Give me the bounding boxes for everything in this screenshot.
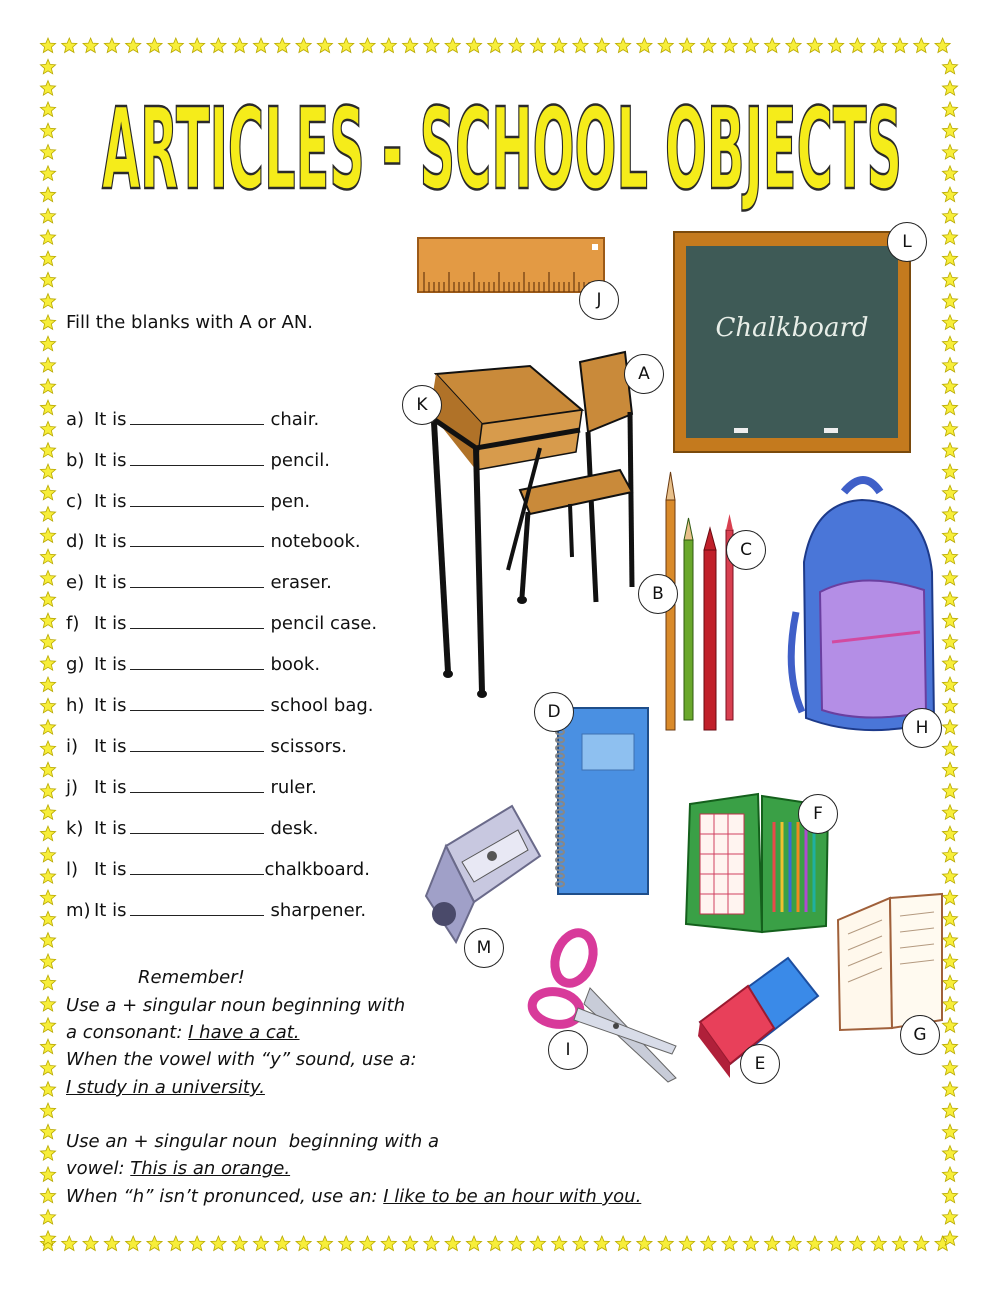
border-star xyxy=(871,38,886,53)
border-star xyxy=(403,38,418,53)
page-title xyxy=(92,84,912,215)
border-star xyxy=(722,38,737,53)
border-star xyxy=(147,38,162,53)
border-star xyxy=(168,38,183,53)
border-star xyxy=(40,400,55,415)
border-star xyxy=(83,1236,98,1251)
rule-line-7: When “h” isn’t pronunced, use an: I like to be an hour with you. xyxy=(66,1186,642,1207)
border-star xyxy=(40,358,55,373)
border-star xyxy=(40,1167,55,1182)
border-star xyxy=(488,38,503,53)
border-star xyxy=(296,38,311,53)
border-star xyxy=(616,38,631,53)
border-star xyxy=(360,38,375,53)
label-A: A xyxy=(624,354,664,394)
border-star xyxy=(679,1236,694,1251)
border-star xyxy=(168,1236,183,1251)
border-star xyxy=(466,1236,481,1251)
question-f: f) It is pencil case. xyxy=(66,613,378,634)
border-star xyxy=(40,1124,55,1139)
border-star xyxy=(381,1236,396,1251)
border-star xyxy=(942,379,957,394)
border-star xyxy=(232,38,247,53)
border-star xyxy=(40,1188,55,1203)
border-star xyxy=(317,1236,332,1251)
border-star xyxy=(40,59,55,74)
remember-heading: Remember! xyxy=(138,967,245,988)
border-star xyxy=(701,38,716,53)
border-star xyxy=(40,272,55,287)
border-star xyxy=(40,1210,55,1225)
answer-blank[interactable] xyxy=(130,860,264,875)
answer-blank[interactable] xyxy=(130,778,264,793)
chalkboard-text: Chalkboard xyxy=(715,313,869,343)
answer-blank[interactable] xyxy=(130,532,264,547)
border-star xyxy=(40,464,55,479)
border-star xyxy=(40,166,55,181)
answer-blank[interactable] xyxy=(130,614,264,629)
border-star xyxy=(317,38,332,53)
border-star xyxy=(942,1210,957,1225)
border-star xyxy=(942,613,957,628)
border-star xyxy=(211,1236,226,1251)
rule-line-4 xyxy=(66,1076,265,1100)
border-star xyxy=(573,38,588,53)
border-star xyxy=(552,38,567,53)
border-star xyxy=(40,1103,55,1118)
border-star xyxy=(40,975,55,990)
border-star xyxy=(40,762,55,777)
border-star xyxy=(40,677,55,692)
border-star xyxy=(40,123,55,138)
border-star xyxy=(83,38,98,53)
border-star xyxy=(942,1060,957,1075)
border-star xyxy=(40,421,55,436)
border-star xyxy=(40,933,55,948)
answer-blank[interactable] xyxy=(130,819,264,834)
border-star xyxy=(211,38,226,53)
border-star xyxy=(942,571,957,586)
border-star xyxy=(190,38,205,53)
question-c: c) It is pen. xyxy=(66,491,311,512)
border-star xyxy=(40,102,55,117)
border-star xyxy=(942,1103,957,1118)
border-star xyxy=(232,1236,247,1251)
label-D: D xyxy=(534,692,574,732)
label-L: L xyxy=(887,222,927,262)
border-star xyxy=(850,1236,865,1251)
border-star xyxy=(807,38,822,53)
border-star xyxy=(942,1188,957,1203)
border-star xyxy=(552,1236,567,1251)
border-star xyxy=(40,911,55,926)
border-star xyxy=(871,1236,886,1251)
label-E: E xyxy=(740,1044,780,1084)
border-star xyxy=(339,38,354,53)
border-star xyxy=(942,421,957,436)
border-star xyxy=(40,208,55,223)
border-star xyxy=(40,507,55,521)
border-star xyxy=(594,38,609,53)
border-star xyxy=(935,38,950,53)
rule-line-1: Use a + singular noun beginning with xyxy=(66,995,406,1016)
border-star xyxy=(942,485,957,500)
border-star xyxy=(466,38,481,53)
border-star xyxy=(658,38,673,53)
border-star xyxy=(530,38,545,53)
question-g: g) It is book. xyxy=(66,654,321,675)
border-star xyxy=(62,1236,77,1251)
border-star xyxy=(786,1236,801,1251)
border-star xyxy=(942,208,957,223)
border-star xyxy=(40,251,55,266)
question-h: h) It is school bag. xyxy=(66,695,374,716)
rule-line-5: Use an + singular noun beginning with a xyxy=(66,1131,440,1152)
border-star xyxy=(253,1236,268,1251)
rule-line-3: When the vowel with “y” sound, use a: xyxy=(66,1049,417,1070)
border-star xyxy=(104,1236,119,1251)
border-star xyxy=(40,592,55,607)
border-star xyxy=(942,762,957,777)
border-star xyxy=(40,1082,55,1097)
border-star xyxy=(942,1124,957,1139)
border-star xyxy=(126,1236,141,1251)
border-star xyxy=(942,443,957,458)
border-star xyxy=(40,230,55,245)
border-star xyxy=(40,336,55,351)
question-a: a) It is chair. xyxy=(66,409,320,430)
ruler-illustration xyxy=(418,236,608,296)
border-star xyxy=(40,698,55,713)
title-text: ARTICLES - SCHOOL OBJECTS xyxy=(102,85,902,215)
border-star xyxy=(360,1236,375,1251)
border-star xyxy=(701,1236,716,1251)
border-star xyxy=(530,1236,545,1251)
border-star xyxy=(509,38,524,53)
border-star xyxy=(253,38,268,53)
border-star xyxy=(445,38,460,53)
border-star xyxy=(765,1236,780,1251)
border-star xyxy=(40,634,55,649)
border-star xyxy=(942,528,957,543)
answer-blank[interactable] xyxy=(130,901,264,916)
border-star xyxy=(40,571,55,586)
border-star xyxy=(190,1236,205,1251)
border-star xyxy=(942,720,957,735)
border-star xyxy=(722,1236,737,1251)
border-star xyxy=(850,38,865,53)
border-star xyxy=(40,38,55,53)
border-star xyxy=(40,443,55,458)
question-l: l) It is chalkboard. xyxy=(66,859,370,880)
border-star xyxy=(40,1060,55,1075)
border-star xyxy=(40,187,55,202)
border-star xyxy=(942,592,957,607)
border-star xyxy=(942,698,957,713)
example-university: I study in a university. xyxy=(66,1077,265,1098)
border-star xyxy=(892,38,907,53)
border-star xyxy=(339,1236,354,1251)
border-star xyxy=(942,102,957,117)
border-star xyxy=(40,997,55,1012)
border-star xyxy=(40,1146,55,1161)
question-j: j) It is ruler. xyxy=(66,777,317,798)
border-star xyxy=(942,1167,957,1182)
border-star xyxy=(40,805,55,820)
border-star xyxy=(942,272,957,287)
question-k: k) It is desk. xyxy=(66,818,319,839)
border-star xyxy=(40,294,55,309)
border-star xyxy=(594,1236,609,1251)
border-star xyxy=(40,379,55,394)
border-star xyxy=(40,656,55,671)
border-star xyxy=(765,38,780,53)
border-star xyxy=(679,38,694,53)
border-star xyxy=(807,1236,822,1251)
answer-blank[interactable] xyxy=(130,410,264,425)
border-star xyxy=(942,634,957,649)
answer-blank[interactable] xyxy=(130,573,264,588)
border-star xyxy=(445,1236,460,1251)
border-star xyxy=(942,869,957,884)
answer-blank[interactable] xyxy=(130,492,264,507)
border-star xyxy=(40,847,55,862)
border-star xyxy=(942,826,957,841)
border-star xyxy=(40,549,55,564)
rule-line-2: a consonant: I have a cat. xyxy=(66,1022,300,1043)
chalkboard-illustration xyxy=(674,232,912,454)
border-star xyxy=(942,1039,957,1054)
border-star xyxy=(40,81,55,96)
border-star xyxy=(40,1018,55,1033)
desk-chair-illustration xyxy=(420,352,640,702)
question-b: b) It is pencil. xyxy=(66,450,330,471)
border-star xyxy=(126,38,141,53)
border-star xyxy=(942,81,957,96)
border-star xyxy=(403,1236,418,1251)
border-star xyxy=(40,741,55,756)
border-star xyxy=(62,38,77,53)
border-star xyxy=(40,485,55,500)
notebook-illustration xyxy=(552,704,652,896)
border-star xyxy=(637,1236,652,1251)
border-star xyxy=(942,507,957,521)
answer-blank[interactable] xyxy=(130,655,264,670)
border-star xyxy=(942,230,957,245)
border-star xyxy=(942,336,957,351)
example-hour: I like to be an hour with you. xyxy=(383,1186,642,1207)
border-star xyxy=(296,1236,311,1251)
border-star xyxy=(786,38,801,53)
border-star xyxy=(914,38,929,53)
border-star xyxy=(658,1236,673,1251)
border-star xyxy=(743,1236,758,1251)
border-star xyxy=(40,528,55,543)
border-star xyxy=(942,805,957,820)
border-star xyxy=(942,315,957,330)
border-star xyxy=(942,123,957,138)
border-star xyxy=(147,1236,162,1251)
border-star xyxy=(942,656,957,671)
border-star xyxy=(942,847,957,862)
label-B: B xyxy=(638,574,678,614)
label-J: J xyxy=(579,280,619,320)
border-star xyxy=(942,251,957,266)
border-star xyxy=(381,38,396,53)
label-H: H xyxy=(902,708,942,748)
border-star xyxy=(829,38,844,53)
border-star xyxy=(942,59,957,74)
border-star xyxy=(424,1236,439,1251)
border-star xyxy=(40,826,55,841)
border-star xyxy=(40,315,55,330)
border-star xyxy=(40,954,55,969)
border-star xyxy=(488,1236,503,1251)
answer-blank[interactable] xyxy=(130,451,264,466)
border-star xyxy=(942,187,957,202)
label-F: F xyxy=(798,794,838,834)
border-star xyxy=(942,400,957,415)
border-star xyxy=(424,38,439,53)
border-star xyxy=(509,1236,524,1251)
example-orange: This is an orange. xyxy=(130,1158,291,1179)
border-star xyxy=(40,784,55,799)
border-star xyxy=(573,1236,588,1251)
rule-line-6: vowel: This is an orange. xyxy=(66,1158,291,1179)
question-i: i) It is scissors. xyxy=(66,736,348,757)
border-star xyxy=(40,869,55,884)
label-I: I xyxy=(548,1030,588,1070)
border-star xyxy=(829,1236,844,1251)
border-star xyxy=(275,1236,290,1251)
border-star xyxy=(40,720,55,735)
sharpener-illustration xyxy=(422,806,542,946)
border-star xyxy=(892,1236,907,1251)
border-star xyxy=(104,38,119,53)
border-star xyxy=(637,38,652,53)
border-star xyxy=(942,166,957,181)
question-e: e) It is eraser. xyxy=(66,572,332,593)
answer-blank[interactable] xyxy=(130,696,264,711)
border-star xyxy=(914,1236,929,1251)
border-star xyxy=(40,145,55,160)
border-star xyxy=(40,1039,55,1054)
border-star xyxy=(942,1146,957,1161)
border-star xyxy=(942,1082,957,1097)
border-star xyxy=(942,549,957,564)
label-K: K xyxy=(402,385,442,425)
border-star xyxy=(942,464,957,479)
backpack-illustration xyxy=(784,472,944,742)
border-star xyxy=(942,358,957,373)
question-m: m) It is sharpener. xyxy=(66,900,367,921)
border-star xyxy=(743,38,758,53)
border-star xyxy=(275,38,290,53)
border-star xyxy=(942,741,957,756)
border-star xyxy=(942,784,957,799)
question-d: d) It is notebook. xyxy=(66,531,361,552)
border-star xyxy=(616,1236,631,1251)
border-star xyxy=(40,613,55,628)
border-star xyxy=(942,294,957,309)
label-M: M xyxy=(464,928,504,968)
border-star xyxy=(942,145,957,160)
label-C: C xyxy=(726,530,766,570)
example-cat: I have a cat. xyxy=(188,1022,300,1043)
border-star xyxy=(942,677,957,692)
border-star xyxy=(40,890,55,905)
label-G: G xyxy=(900,1015,940,1055)
answer-blank[interactable] xyxy=(130,737,264,752)
book-illustration xyxy=(834,890,946,1036)
instruction: Fill the blanks with A or AN. xyxy=(66,312,313,333)
